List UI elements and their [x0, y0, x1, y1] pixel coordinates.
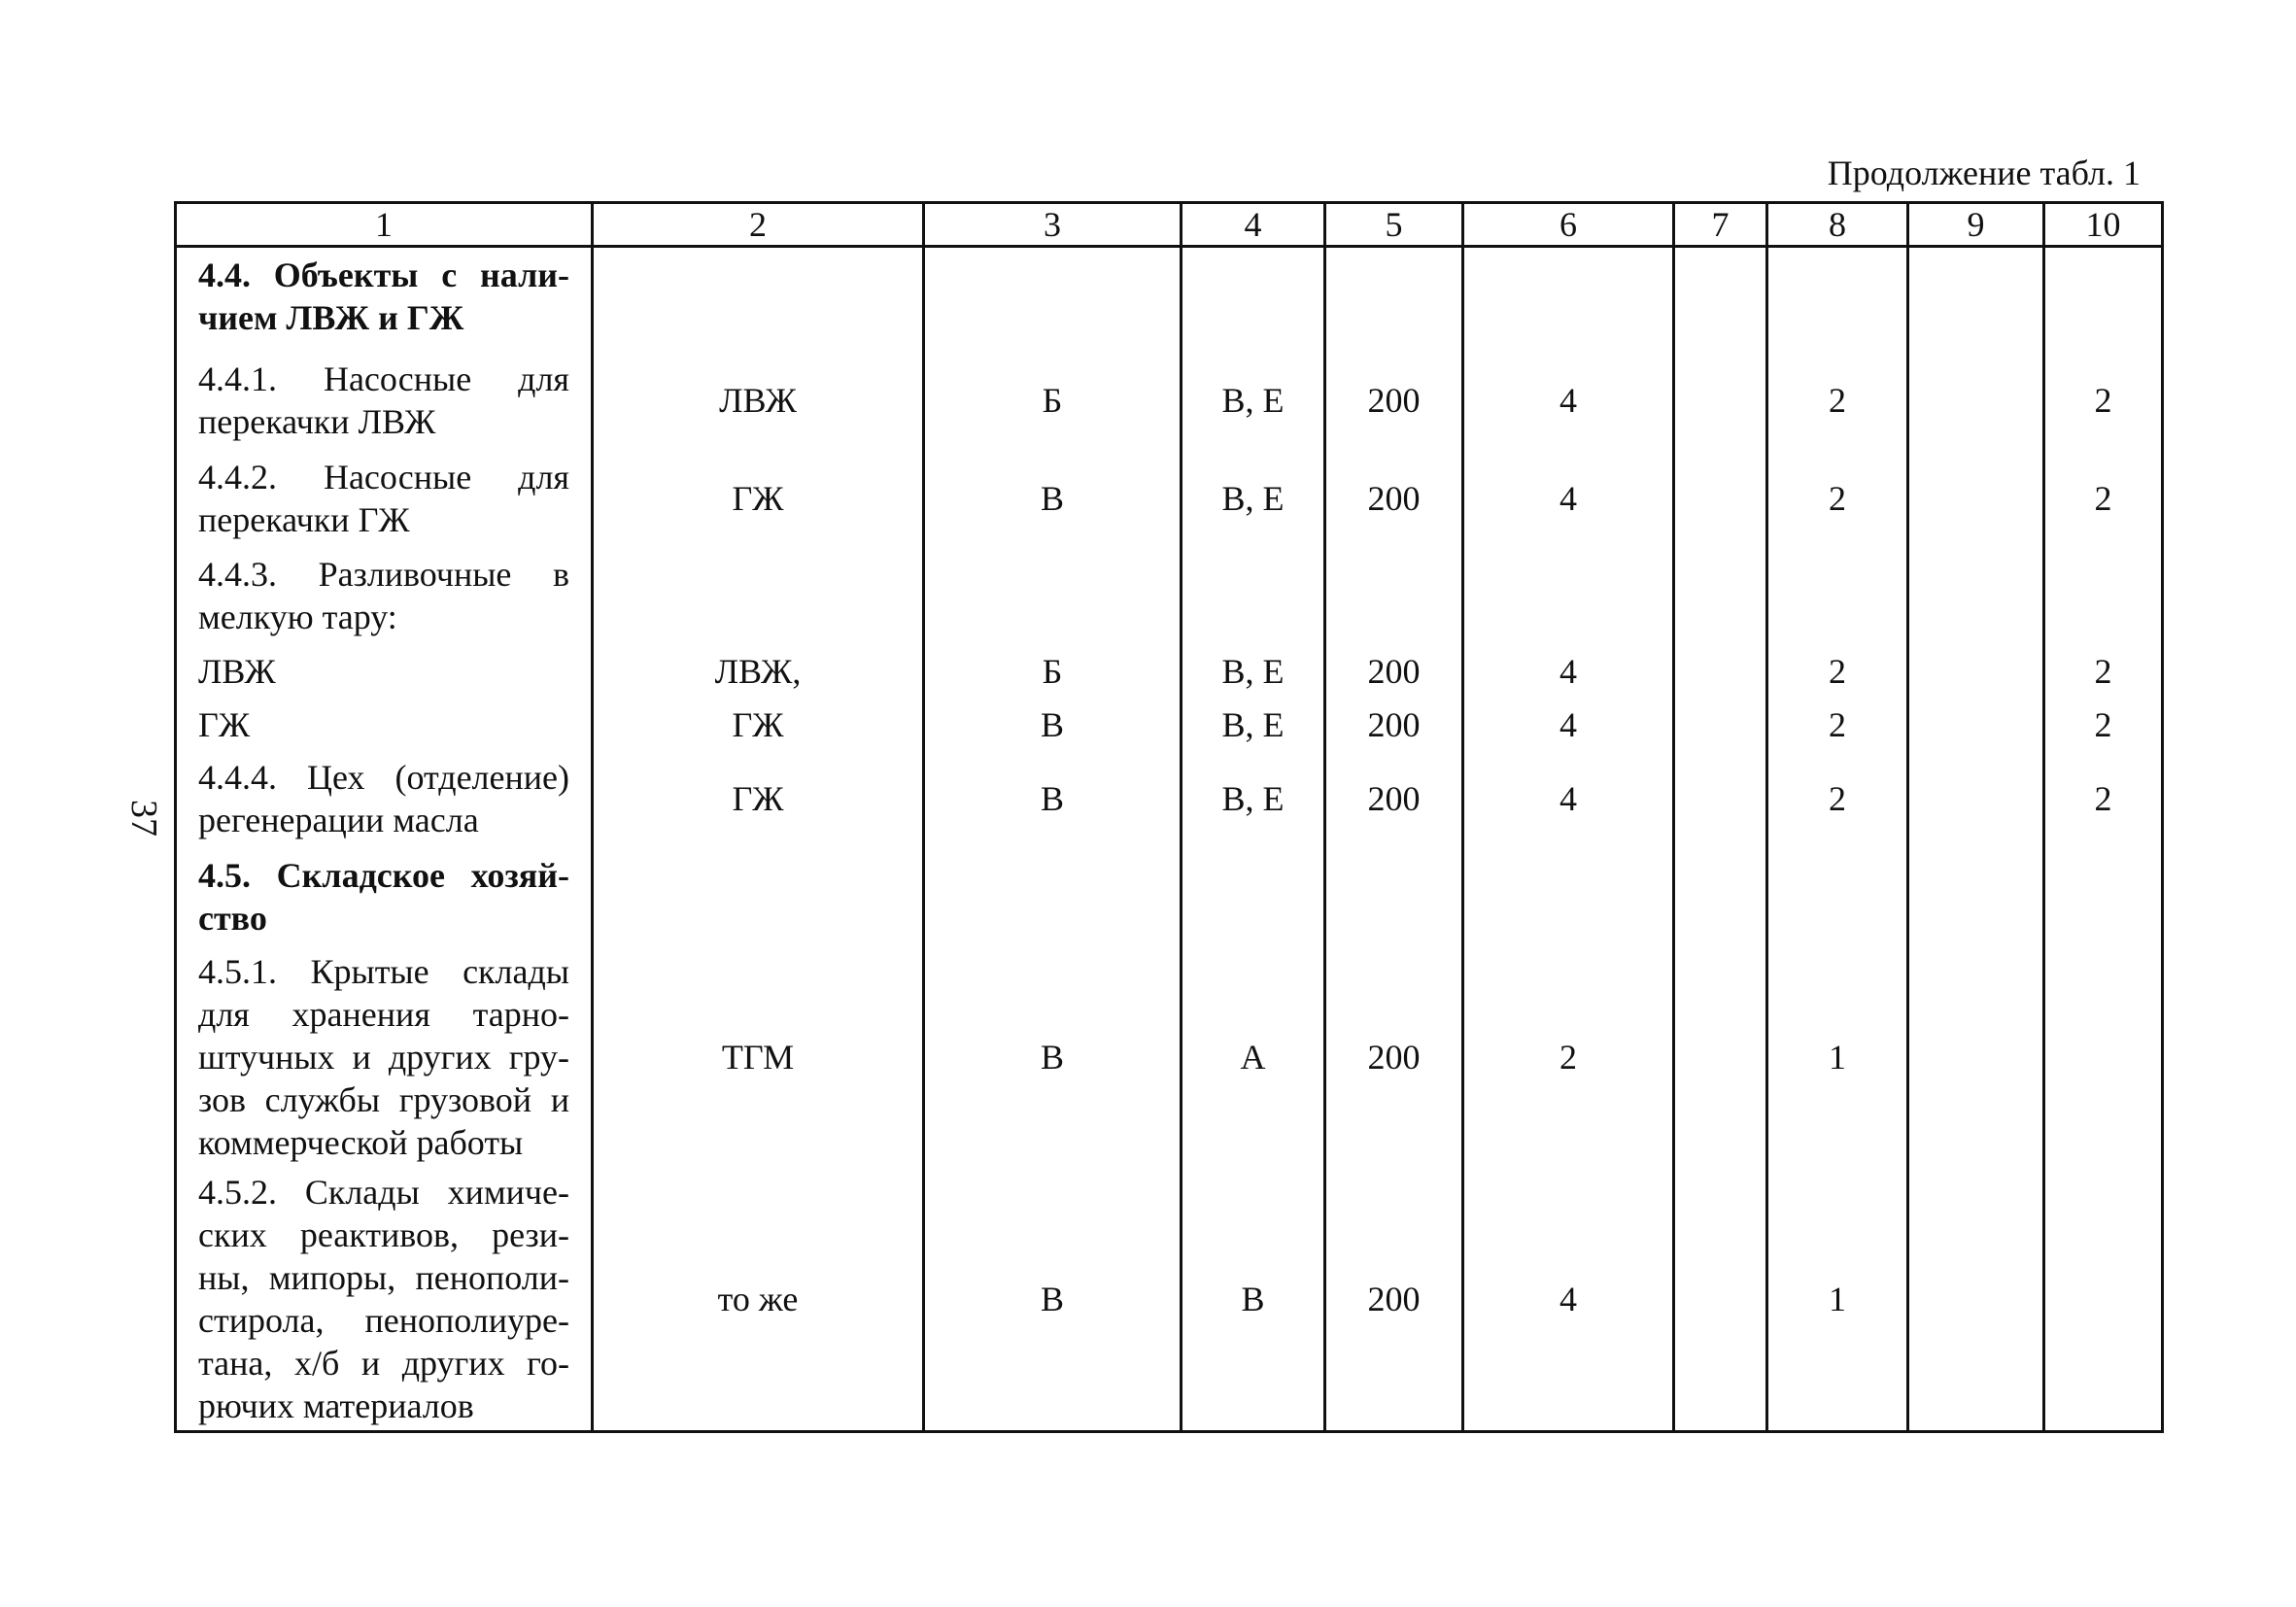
table-cell: В [924, 946, 1182, 1168]
table-cell: 200 [1325, 352, 1463, 449]
row-label: 4.5. Складское хозяй-ство [176, 847, 593, 946]
table-cell: ГЖ [593, 700, 924, 750]
table-cell: В [924, 750, 1182, 847]
table-row [176, 548, 2163, 643]
table-cell [1325, 247, 1463, 352]
table-cell: 2 [1767, 700, 1908, 750]
table-cell [1182, 548, 1325, 643]
row-label: 4.4.4. Цех (отделение) регенерации масла [176, 750, 593, 847]
data-table [174, 201, 2164, 1433]
table-cell [1908, 643, 2044, 700]
table-cell: В [1182, 1168, 1325, 1432]
table-cell [924, 548, 1182, 643]
table-cell [924, 847, 1182, 946]
table-cell: 4 [1463, 750, 1674, 847]
table-cell [1908, 1168, 2044, 1432]
table-cell [1908, 750, 2044, 847]
table-cell: ГЖ [593, 449, 924, 548]
table-cell [2044, 1168, 2163, 1432]
header-row [176, 203, 2163, 247]
table-cell [1674, 247, 1767, 352]
table-cell [593, 847, 924, 946]
table-cell: В, Е [1182, 352, 1325, 449]
table-row [176, 643, 2163, 700]
table-cell: 200 [1325, 946, 1463, 1168]
row-label: ГЖ [176, 700, 593, 750]
section-heading-row [176, 847, 2163, 946]
table-cell: 2 [1767, 449, 1908, 548]
table-cell [1767, 847, 1908, 946]
table-cell: ГЖ [593, 750, 924, 847]
table-row [176, 946, 2163, 1168]
table-cell: 2 [1767, 750, 1908, 847]
column-header: 9 [1908, 203, 2044, 247]
table-cell: 200 [1325, 750, 1463, 847]
table-cell: 2 [2044, 700, 2163, 750]
row-label: 4.4. Объекты с нали-чием ЛВЖ и ГЖ [176, 247, 593, 352]
table-cell [1767, 247, 1908, 352]
table-cell [1908, 548, 2044, 643]
table-cell: А [1182, 946, 1325, 1168]
row-label: 4.4.2. Насосные для перекачки ГЖ [176, 449, 593, 548]
table-cell: 4 [1463, 643, 1674, 700]
table-cell [1674, 1168, 1767, 1432]
table-cell: В [924, 1168, 1182, 1432]
table-row [176, 352, 2163, 449]
table-cell [1674, 847, 1767, 946]
table-cell [2044, 548, 2163, 643]
table-cell [2044, 946, 2163, 1168]
table-cell: 2 [1463, 946, 1674, 1168]
table-cell: В, Е [1182, 449, 1325, 548]
table-cell: 2 [2044, 449, 2163, 548]
table-cell [1182, 247, 1325, 352]
table-cell [2044, 847, 2163, 946]
table-cell [1674, 750, 1767, 847]
table-row [176, 1168, 2163, 1432]
table-cell: 4 [1463, 700, 1674, 750]
table-cell: 4 [1463, 449, 1674, 548]
table-cell [593, 247, 924, 352]
table-cell: 2 [2044, 643, 2163, 700]
column-header: 10 [2044, 203, 2163, 247]
column-header: 7 [1674, 203, 1767, 247]
table-cell [1325, 548, 1463, 643]
section-heading-row [176, 247, 2163, 352]
row-label: 4.4.3. Разливочные в мелкую тару: [176, 548, 593, 643]
table-row [176, 700, 2163, 750]
table-cell [1463, 548, 1674, 643]
column-header: 3 [924, 203, 1182, 247]
table-cell [1674, 946, 1767, 1168]
table-cell [1463, 847, 1674, 946]
table-cell [1674, 643, 1767, 700]
table-cell [1674, 548, 1767, 643]
row-label: 4.5.1. Крытые склады для хранения тарно-штучных и других гру-зов службы грузовой и коммерческой работы [176, 946, 593, 1168]
row-label: ЛВЖ [176, 643, 593, 700]
table-cell [1908, 352, 2044, 449]
column-header: 2 [593, 203, 924, 247]
column-header: 6 [1463, 203, 1674, 247]
table-cell: 200 [1325, 1168, 1463, 1432]
table-cell: 2 [1767, 643, 1908, 700]
table-cell: 2 [2044, 352, 2163, 449]
table-cell: ЛВЖ [593, 352, 924, 449]
table-row [176, 449, 2163, 548]
table-cell [924, 247, 1182, 352]
table-cell: 2 [1767, 352, 1908, 449]
table-cell: 200 [1325, 700, 1463, 750]
table-cell: 200 [1325, 449, 1463, 548]
table-cell: 4 [1463, 352, 1674, 449]
table-cell: 4 [1463, 1168, 1674, 1432]
table-cell [1674, 449, 1767, 548]
table-cell: В [924, 449, 1182, 548]
table-cell: ЛВЖ, [593, 643, 924, 700]
table-cell [1182, 847, 1325, 946]
table-cell: ТГМ [593, 946, 924, 1168]
table-cell: 200 [1325, 643, 1463, 700]
table-cell [1325, 847, 1463, 946]
table-cell: 1 [1767, 1168, 1908, 1432]
table-cell: 1 [1767, 946, 1908, 1168]
column-header: 5 [1325, 203, 1463, 247]
table-cell [1908, 700, 2044, 750]
table-cell [593, 548, 924, 643]
table-cell: В [924, 700, 1182, 750]
table-cell: 2 [2044, 750, 2163, 847]
column-header: 1 [176, 203, 593, 247]
column-header: 8 [1767, 203, 1908, 247]
table-cell: Б [924, 643, 1182, 700]
row-label: 4.4.1. Насосные для перекачки ЛВЖ [176, 352, 593, 449]
table-cell [1908, 946, 2044, 1168]
table-cell: В, Е [1182, 750, 1325, 847]
table-cell [1674, 352, 1767, 449]
table-cell: В, Е [1182, 700, 1325, 750]
table-cell [1908, 247, 2044, 352]
page-number: 37 [123, 800, 164, 837]
table-cell [1463, 247, 1674, 352]
table-cell: то же [593, 1168, 924, 1432]
table-cell [1767, 548, 1908, 643]
row-label: 4.5.2. Склады химиче-ских реактивов, рези-ны, мипоры, пенополи-стирола, пенополиуре-тана, х/б и других го-рючих материалов [176, 1168, 593, 1432]
table-row [176, 750, 2163, 847]
table-cell: Б [924, 352, 1182, 449]
table-cell: В, Е [1182, 643, 1325, 700]
table-cell [1908, 847, 2044, 946]
table-cell [1908, 449, 2044, 548]
table-cell [1674, 700, 1767, 750]
column-header: 4 [1182, 203, 1325, 247]
table-caption: Продолжение табл. 1 [1827, 154, 2141, 192]
table-cell [2044, 247, 2163, 352]
